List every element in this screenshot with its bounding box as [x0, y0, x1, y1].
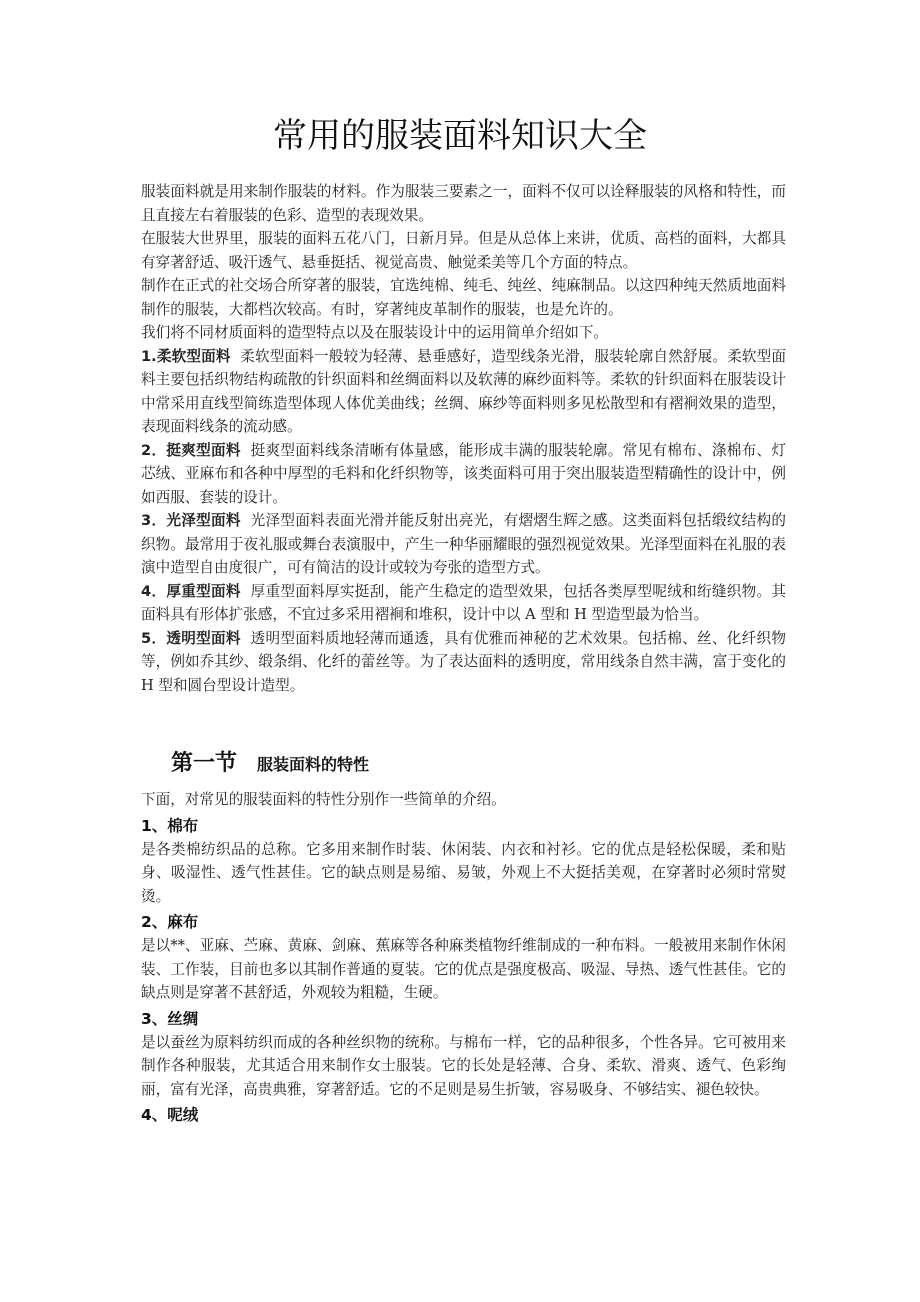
- intro-block: [141, 180, 786, 697]
- intro-paragraph: 服装面料就是用来制作服装的材料。作为服装三要素之一，面料不仅可以诠释服装的风格和特性，而且直接左右着服装的色彩、造型的表现效果。: [141, 183, 786, 224]
- fabric-type-paragraph: [141, 439, 786, 510]
- fabric-type-label: 5．透明型面料: [141, 629, 241, 647]
- fabric-type-text: 厚重型面料厚实挺刮，能产生稳定的造型效果，包括各类厚型呢绒和绗缝织物。其面料具有形体扩张感，不宜过多采用褶裥和堆积，设计中以 A 型和 H 型造型最为恰当。: [141, 582, 787, 623]
- document-title: 常用的服装面料知识大全: [273, 116, 647, 156]
- fabric-type-paragraph: [141, 509, 786, 580]
- section-intro: 下面，对常见的服装面料的特性分别作一些简单的介绍。: [141, 791, 506, 808]
- fabric-type-text: 柔软型面料一般较为轻薄、悬垂感好，造型线条光滑，服装轮廓自然舒展。柔软型面料主要包括织物结构疏散的针织面料和丝绸面料以及软薄的麻纱面料等。柔软的针织面料在服装设计中常采用直线型简练造型体现人体优美曲线；丝绸、麻纱等面料则多见松散型和有褶裥效果的造型，表现面料线条的流动感。: [141, 347, 787, 435]
- section-name: 服装面料的特性: [257, 755, 370, 774]
- fabric-type-text: 光泽型面料表面光滑并能反射出亮光，有熠熠生辉之感。这类面料包括缎纹结构的织物。最常用于夜礼服或舞台表演服中，产生一种华丽耀眼的强烈视觉效果。光泽型面料在礼服的表演中造型自由度很广，可有简洁的设计或较为夸张的造型方式。: [141, 512, 787, 576]
- intro-paragraph: 制作在正式的社交场合所穿著的服装，宜选纯棉、纯毛、纯丝、纯麻制品。以这四种纯天然质地面料制作的服装，大都档次较高。有时，穿著纯皮革制作的服装，也是允许的。: [141, 277, 786, 318]
- fabric-type-paragraph: [141, 627, 786, 698]
- fabric-type-label: 1.柔软型面料: [141, 347, 231, 365]
- fabric-type-paragraph: [141, 345, 786, 439]
- fabric-type-text: 透明型面料质地轻薄而通透，具有优雅而神秘的艺术效果。包括棉、丝、化纤织物等，例如乔其纱、缎条绢、化纤的蕾丝等。为了表达面料的透明度，常用线条自然丰满，富于变化的 H 型和圆台型设计造型。: [141, 629, 787, 694]
- fabric-description: 是以蚕丝为原料纺织而成的各种丝织物的统称。与棉布一样，它的品种很多，个性各异。它可被用来制作各种服装，尤其适合用来制作女士服装。它的长处是轻薄、合身、柔软、滑爽、透气、色彩绚丽，富有光泽，高贵典雅，穿著舒适。它的不足则是易生折皱，容易吸身、不够结实、褪色较快。: [141, 1033, 786, 1098]
- section-body: [141, 788, 786, 1127]
- fabric-heading: 4、呢绒: [141, 1106, 199, 1124]
- fabric-heading: 2、麻布: [141, 913, 199, 931]
- intro-paragraph: 在服装大世界里，服装的面料五花八门，日新月异。但是从总体上来讲，优质、高档的面料，大都具有穿著舒适、吸汗透气、悬垂挺括、视觉高贵、触觉柔美等几个方面的特点。: [141, 230, 786, 271]
- fabric-description: 是以**、亚麻、苎麻、黄麻、剑麻、蕉麻等各种麻类植物纤维制成的一种布料。一般被用来制作休闲装、工作装，目前也多以其制作普通的夏装。它的优点是强度极高、吸湿、导热、透气性甚佳。它的缺点则是穿著不甚舒适，外观较为粗糙，生硬。: [141, 937, 786, 1001]
- fabric-heading: 1、棉布: [141, 816, 199, 835]
- fabric-type-paragraph: [141, 580, 786, 627]
- fabric-type-text: 挺爽型面料线条清晰有体量感，能形成丰满的服装轮廓。常见有棉布、涤棉布、灯芯绒、亚麻布和各种中厚型的毛料和化纤织物等，该类面料可用于突出服装造型精确性的设计中，例如西服、套装的设计。: [141, 441, 787, 506]
- intro-paragraph: 我们将不同材质面料的造型特点以及在服装设计中的运用简单介绍如下。: [141, 324, 609, 341]
- section-heading: [171, 748, 369, 780]
- fabric-type-label: 4．厚重型面料: [141, 582, 241, 600]
- fabric-description: 是各类棉纺织品的总称。它多用来制作时装、休闲装、内衣和衬衫。它的优点是轻松保暖，柔和贴身、吸湿性、透气性甚佳。它的缺点则是易缩、易皱，外观上不大挺括美观，在穿著时必须时常熨烫。: [141, 840, 786, 905]
- section-number: 第一节: [171, 751, 238, 776]
- fabric-type-label: 3．光泽型面料: [141, 512, 241, 529]
- fabric-heading: 3、丝绸: [141, 1009, 199, 1028]
- fabric-type-label: 2．挺爽型面料: [141, 441, 241, 459]
